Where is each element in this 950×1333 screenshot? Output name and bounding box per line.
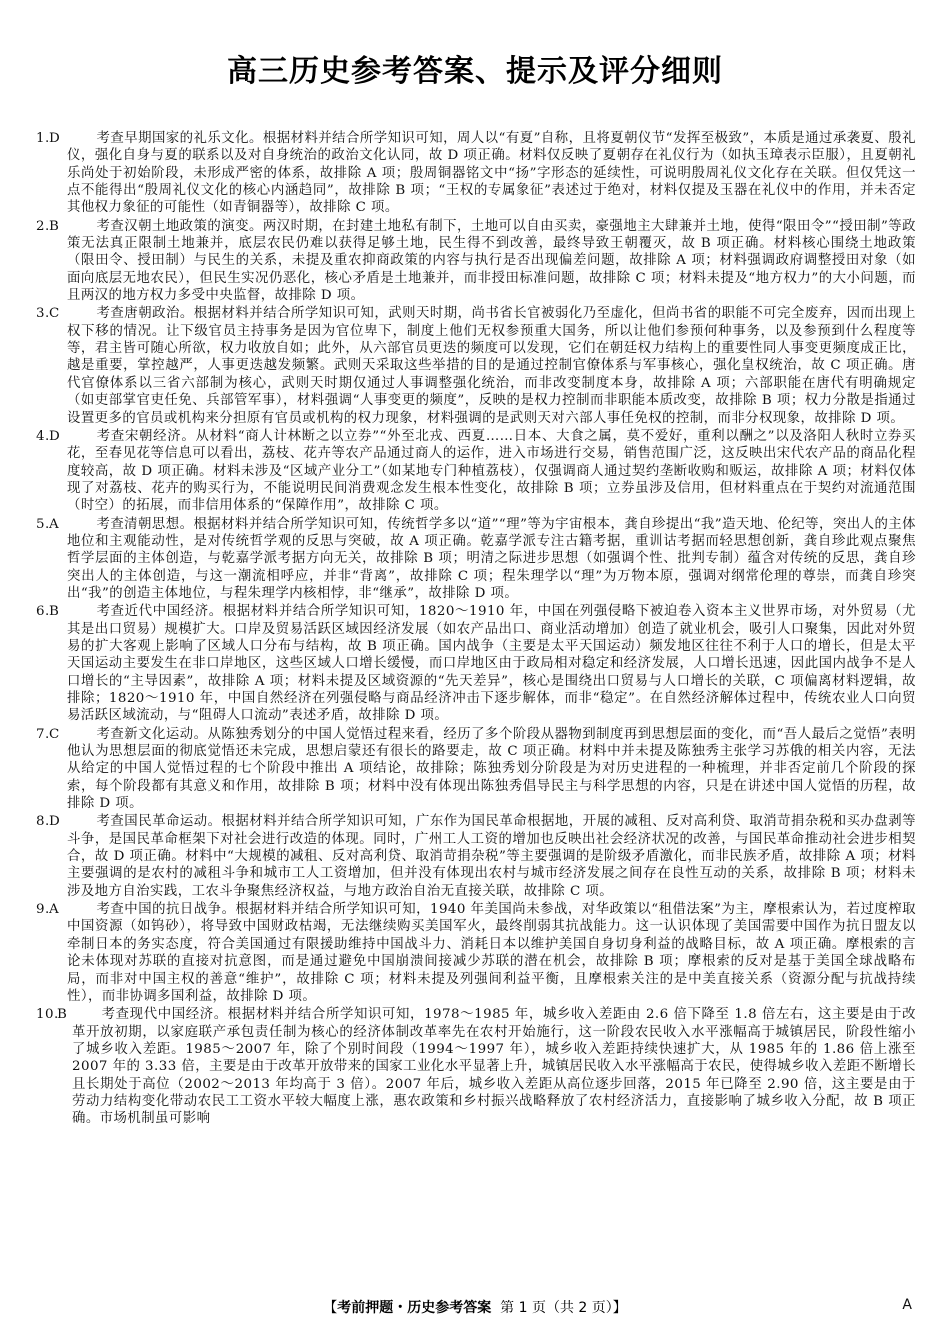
answer-item <box>36 516 916 603</box>
footer-bracket-right: 】 <box>612 1300 627 1316</box>
question-number: 10. <box>36 1007 59 1023</box>
question-number: 7. <box>36 726 50 742</box>
question-number: 6. <box>36 604 50 620</box>
paper-version-label: A <box>902 1297 912 1313</box>
question-number: 4. <box>36 428 50 444</box>
answer-letter: A <box>49 516 60 532</box>
explanation-text: 考查宋朝经济。从材料“商人计林断之以立券”“外至北戎、西夏……日本、大食之属，莫不爱好，重利以酬之”以及洛阳人秋时立券买花，至春见花等信息可以看出，荔枝、花卉等农产品通过商人的运作，进入市场进行交易，销售范围广泛，这反映出宋代农产品的商品化程度较高，故 D 项正确。材料未涉及“区域产业分工”（如某地专门种植荔枝），仅强调商人通过契约垄断收购和贩运，故排除 A 项；材料仅体现了对荔枝、花卉的购买行为，不能说明民间消费观念发生根本性变化，故排除 B 项；立券虽涉及信用，但材料重点在于契约对流通范围（时空）的拓展，而非信用体系的“保障作用”，故排除 C 项。 <box>67 428 916 514</box>
answer-letter: C <box>49 306 60 322</box>
answer-item <box>36 813 916 900</box>
question-number: 5. <box>36 516 50 532</box>
explanation-text: 考查清朝思想。根据材料并结合所学知识可知，传统哲学多以“道”“理”等为宇宙根本，龚自珍提出“我”造天地、伦纪等，突出人的主体地位和主观能动性，是对传统哲学观的反思与突破，故 A 项正确。乾嘉学派专注古籍考据，重训诂考据而轻思想创新，龚自珍此观点聚焦哲学层面的主体创造，与乾嘉学派考据方向无关，故排除 B 项；明清之际进步思想（如强调个性、批判专制）蕴含对传统的反思，龚自珍突出人的主体创造，与这一潮流相呼应，并非“背离”，故排除 C 项；程朱理学以“理”为万物本原，强调对纲常伦理的尊崇，而龚自珍突出“我”的创造主体地位，与程朱理学内核相悖，非“继承”，故排除 D 项。 <box>67 516 916 601</box>
explanation-text: 考查早期国家的礼乐文化。根据材料并结合所学知识可知，周人以“有夏”自称，且将夏朝仪节“发挥至极致”，本质是通过承袭夏、殷礼仪，强化自身与夏的联系以及对自身统治的政治文化认同，故 D 项正确。材料仅反映了夏朝存在礼仪行为（如执玉璋表示臣服），且夏朝礼乐尚处于初始阶段，未形成严密的体系，故排除 A 项；殷周铜器铭文中“扬”字形态的延续性，可说明殷周礼仪文化存在关联。但仅凭这一点不能得出“殷周礼仪文化的核心内涵趋同”，故排除 B 项；“王权的专属象征”表述过于绝对，材料仅提及玉器在礼仪中的作用，并未否定其他权力象征的可能性（如青铜器等），故排除 C 项。 <box>67 131 916 216</box>
question-number: 2. <box>36 218 50 234</box>
explanation-text: 考查近代中国经济。根据材料并结合所学知识可知，1820～1910 年，中国在列强侵略下被迫卷入资本主义世界市场，对外贸易（尤其是出口贸易）规模扩大。口岸及贸易活跃区域因经济发展（如农产品出口、商业活动增加）创造了就业机会，吸引人口聚集，因此对外贸易的扩大客观上影响了区域人口分布与结构，故 B 项正确。国内战争（主要是太平天国运动）频发地区往往不利于人口的增长，但是太平天国运动主要发生在非口岸地区，这些区域人口增长缓慢，而口岸地区由于政局相对稳定和经济发展，人口增长迅速，因此国内战争不是人口增长的“主导因素”，故排除 A 项；材料未提及区域资源的“先天差异”，核心是围绕出口贸易与人口增长的关联，C 项偏离材料逻辑，故排除；1820～1910 年，中国自然经济在列强侵略与商品经济冲击下逐步解体，而非“稳定”。在自然经济解体过程中，传统农业人口向贸易活跃区域流动，与“阻碍人口流动”表述矛盾，故排除 D 项。 <box>67 604 916 724</box>
answer-letter: B <box>49 218 60 234</box>
footer-page-info: 第 1 页（共 2 页） <box>500 1300 613 1316</box>
answer-item <box>36 1006 916 1127</box>
question-number: 1. <box>36 131 50 146</box>
footer-bracket-left: 【 <box>323 1300 338 1316</box>
answer-item <box>36 218 916 305</box>
answer-item <box>36 726 916 813</box>
answer-item <box>36 603 916 724</box>
answer-item <box>36 428 916 515</box>
question-number: 9. <box>36 902 50 918</box>
answer-list <box>36 130 916 1129</box>
explanation-text: 考查汉朝土地政策的演变。两汉时期，在封建土地私有制下，土地可以自由买卖，豪强地主大肆兼并土地，使得“限田令”“授田制”等政策无法真正限制土地兼并，底层农民仍难以获得足够土地，民生得不到改善，最终导致王朝覆灭，故 B 项正确。材料核心围绕土地政策（限田令、授田制）与民生的关系，未提及重农抑商政策的内容与执行是否出现偏差问题，故排除 A 项；材料强调政府调整授田对象（如面向底层无地农民），但民生实况仍恶化，核心矛盾是土地兼并，而非授田标准问题，故排除 C 项；材料未提及“地方权力”的大小问题，而且两汉的地方权力多受中央监督，故排除 D 项。 <box>67 218 916 304</box>
explanation-text: 考查现代中国经济。根据材料并结合所学知识可知，1978～1985 年，城乡收入差距由 2.6 倍下降至 1.8 倍左右，这主要是由于改革开放初期，以家庭联产承包责任制为核心的经济体制改革率先在农村开始施行，这一阶段农民收入水平涨幅高于城镇居民，阶段性缩小了城乡收入差距。1985～2007 年，除了个别时间段（1994～1997 年），城乡收入差距持续快速扩大，从 1985 年的 1.86 倍上涨至 2007 年的 3.33 倍，主要是由于改革开放带来的国家工业化水平显著上升，城镇居民收入水平涨幅高于农民，使得城乡收入差距不断增长且长期处于高位（2002～2013 年均高于 3 倍）。2007 年后，城乡收入差距从高位逐步回落，2015 年已降至 2.90 倍，这主要是由于劳动力结构变化带动农民工工资水平较大幅度上涨，惠农政策和乡村振兴战略释放了农村经济活力，直接影响了城乡收入分配，故 B 项正确。市场机制虽可影响 <box>72 1007 916 1127</box>
explanation-text: 考查国民革命运动。根据材料并结合所学知识可知，广东作为国民革命根据地，开展的减租、反对高利贷、取消苛捐杂税和买办盘剥等斗争，是国民革命框架下对社会进行改造的体现。同时，广州工人工资的增加也反映出社会经济状况的改善，与国民革命推动社会进步相契合，故 D 项正确。材料中“大规模的减租、反对高利贷、取消苛捐杂税”等主要强调的是阶级矛盾激化，而非民族矛盾，故排除 A 项；材料主要强调的是农村的减租斗争和城市工人工资增加，但并没有体现出农村与城市经济发展之间存在良性互动的关系，故排除 B 项；材料未涉及地方自治实践，工农斗争聚焦经济权益，与地方政治自治无直接关联，故排除 C 项。 <box>67 814 916 899</box>
answer-item <box>36 305 916 426</box>
answer-letter: D <box>49 428 61 444</box>
answer-letter: C <box>49 726 60 742</box>
answer-letter: A <box>49 902 60 918</box>
question-number: 8. <box>36 814 50 830</box>
explanation-text: 考查中国的抗日战争。根据材料并结合所学知识可知，1940 年美国尚未参战，对华政策以“租借法案”为主，摩根索认为，若过度榨取中国资源（如钨砂），将导致中国财政枯竭，无法继续购买美国军火，最终削弱其抗战能力。这一认识体现了美国需要中国作为抗日盟友以牵制日本的务实态度，符合美国通过有限援助维持中国战斗力、消耗日本以维护美国自身切身利益的战略目标，故 A 项正确。摩根索的言论未体现对苏联的直接对抗意图，而是通过避免中国崩溃间接减少苏联的潜在机会，故排除 B 项；摩根索的反对是基于美国全球战略布局，而非对中国主权的善意“维护”，故排除 C 项；材料未提及列强间利益平衡，且摩根索关注的是中美直接关系（资源分配与抗战持续性），而非协调多国利益，故排除 D 项。 <box>67 902 916 1004</box>
answer-letter: D <box>49 131 61 146</box>
explanation-text: 考查唐朝政治。根据材料并结合所学知识可知，武则天时期，尚书省长官被弱化乃至虚化，但尚书省的职能不可完全废弃，因而出现上权下移的情况。让下级官员主持事务是因为官位卑下，制度上他们无权参预重大国务，所以让他们参预何种事务，以及参预到什么程度等等，君主皆可随心所欲，权力收放自如；此外，从六部官员更迭的频度可以发现，它们在朝廷权力结构上的重要性同人事变更频度成正比，越是重要，掌控越严，人事更迭越发频繁。武则天采取这些举措的目的是通过控制官僚体系与军事核心，强化皇权统治，故 C 项正确。唐代官僚体系以三省六部制为核心，武则天时期仅通过人事调整强化统治，而非改变制度本身，故排除 A 项；六部职能在唐代有明确规定（如吏部掌官吏任免、兵部管军事），材料强调“人事变更的频度”，反映的是权力控制而非职能本质改变，故排除 B 项；权力分散是指通过设置更多的官员或机构来分担原有官员或机构的权力现象，材料强调的是武则天对六部人事任免权的控制，而非分权现象，故排除 D 项。 <box>67 306 916 426</box>
page-footer <box>0 1297 950 1317</box>
answer-letter: B <box>49 604 60 620</box>
question-number: 3. <box>36 306 50 322</box>
answer-item <box>36 130 916 217</box>
answer-letter: B <box>57 1007 68 1023</box>
answer-letter: D <box>49 814 61 830</box>
footer-exam-title: 考前押题・历史参考答案 <box>337 1300 492 1316</box>
answer-item <box>36 901 916 1005</box>
explanation-text: 考查新文化运动。从陈独秀划分的中国人觉悟过程来看，经历了多个阶段从器物到制度再到思想层面的变化，而“吾人最后之觉悟”表明他认为思想层面的彻底觉悟还未完成，思想启蒙还有很长的路要走，故 C 项正确。材料中并未提及陈独秀主张学习苏俄的相关内容，无法从给定的中国人觉悟过程的七个阶段中推出 A 项结论，故排除；陈独秀划分阶段是为对历史进程的一种梳理，并非否定前几个阶段的探索，每个阶段都有其意义和作用，故排除 B 项；材料中没有体现出陈独秀倡导民主与科学思想的内容，只是在讲述中国人觉悟的历程，故排除 D 项。 <box>67 726 916 812</box>
page-title: 高三历史参考答案、提示及评分细则 <box>227 54 723 89</box>
